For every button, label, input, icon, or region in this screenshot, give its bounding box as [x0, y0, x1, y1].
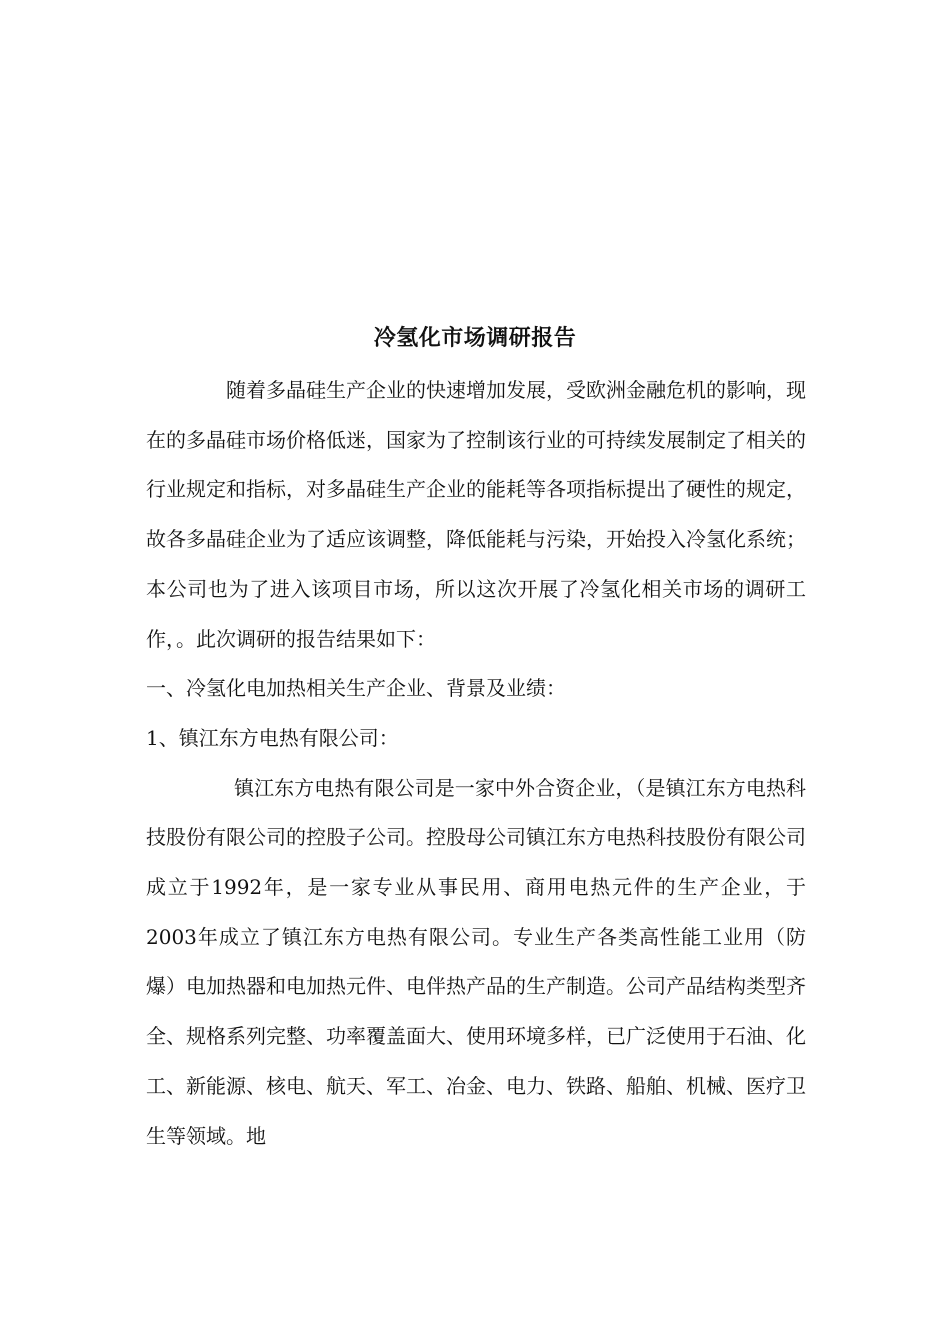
document-title: 冷氢化市场调研报告: [373, 325, 577, 351]
company-heading: 1、镇江东方电热有限公司：: [146, 725, 399, 750]
company-paragraph: 镇江东方电热有限公司是一家中外合资企业，（是镇江东方电热科技股份有限公司的控股子公司。控股母公司镇江东方电热科技股份有限公司成立于1992年，是一家专业从事民用、商用电热元件的生产企业，于2003年成立了镇江东方电热有限公司。专业生产各类高性能工业用（防爆）电加热器和电加热元件、电伴热产品的生产制造。公司产品结构类型齐全、规格系列完整、功率覆盖面大、使用环境多样，已广泛使用于石油、化工、新能源、核电、航天、军工、冶金、电力、铁路、船舶、机械、医疗卫生等领域。地: [146, 775, 806, 1148]
document-body: [146, 366, 806, 1161]
intro-paragraph: 随着多晶硅生产企业的快速增加发展，受欧洲金融危机的影响，现在的多晶硅市场价格低迷，国家为了控制该行业的可持续发展制定了相关的行业规定和指标，对多晶硅生产企业的能耗等各项指标提出了硬性的规定，故各多晶硅企业为了适应该调整，降低能耗与污染，开始投入冷氢化系统；本公司也为了进入该项目市场，所以这次开展了冷氢化相关市场的调研工作，。此次调研的报告结果如下：: [146, 378, 806, 651]
section-heading: 一、冷氢化电加热相关生产企业、背景及业绩：: [146, 676, 566, 701]
